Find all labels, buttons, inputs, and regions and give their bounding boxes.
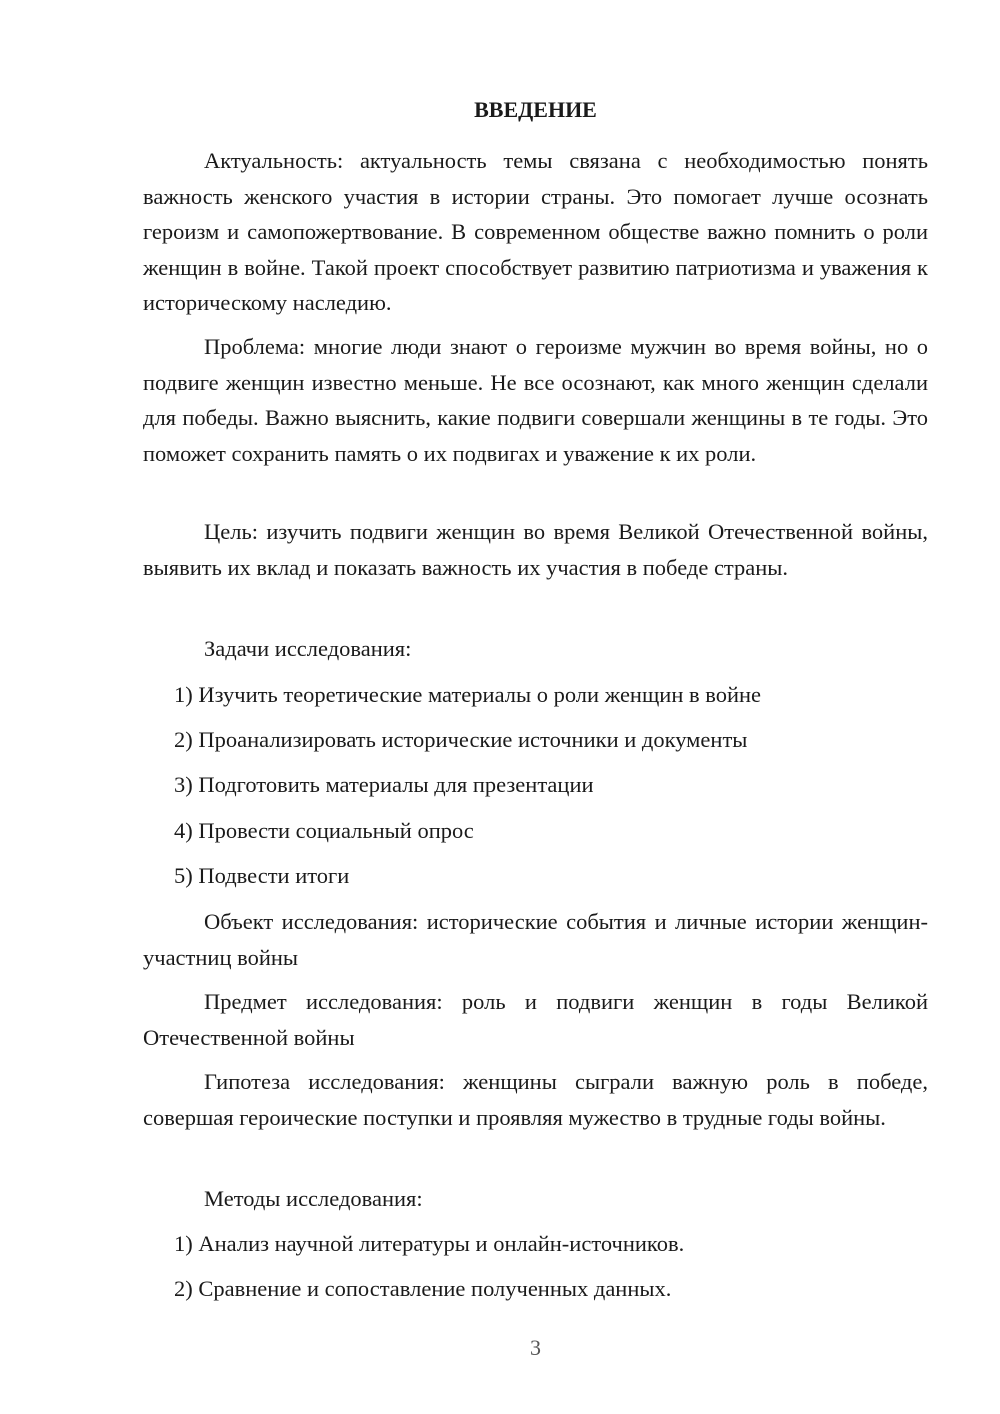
problem-paragraph: Проблема: многие люди знают о героизме мужчин во время войны, но о подвиге женщин известно меньше. Не все осознают, как много женщин сделали для победы. Важно выяснить, какие подвиги совершали женщины в те годы. Это поможет сохранить память о их подвигах и уважение к их роли. (143, 334, 928, 466)
page-number: 3 (530, 1335, 541, 1360)
relevance-paragraph: Актуальность: актуальность темы связана с необходимостью понять важность женского участия в истории страны. Это помогает лучше осознать героизм и самопожертвование. В современном обществе важно помнить о роли женщин в войне. Такой проект способствует развитию патриотизма и уважения к историческому наследию. (143, 148, 928, 315)
method-item: 2) Сравнение и сопоставление полученных данных. (174, 1276, 672, 1301)
method-item: 1) Анализ научной литературы и онлайн-источников. (174, 1231, 685, 1256)
document-page (143, 0, 928, 1414)
methods-heading: Методы исследования: (204, 1186, 423, 1211)
hypothesis-paragraph: Гипотеза исследования: женщины сыграли важную роль в победе, совершая героические поступки и проявляя мужество в трудные годы войны. (143, 1069, 928, 1130)
task-item: 3) Подготовить материалы для презентации (174, 772, 594, 797)
task-item: 1) Изучить теоретические материалы о роли женщин в войне (174, 682, 762, 707)
tasks-heading: Задачи исследования: (204, 636, 412, 661)
section-title: ВВЕДЕНИЕ (474, 97, 597, 122)
task-item: 4) Провести социальный опрос (174, 818, 474, 843)
task-item: 2) Проанализировать исторические источники и документы (174, 727, 748, 752)
goal-paragraph: Цель: изучить подвиги женщин во время Великой Отечественной войны, выявить их вклад и показать важность их участия в победе страны. (143, 519, 928, 580)
subject-paragraph: Предмет исследования: роль и подвиги женщин в годы Великой Отечественной войны (143, 989, 928, 1050)
task-item: 5) Подвести итоги (174, 863, 350, 888)
object-paragraph: Объект исследования: исторические события и личные истории женщин-участниц войны (143, 909, 928, 970)
